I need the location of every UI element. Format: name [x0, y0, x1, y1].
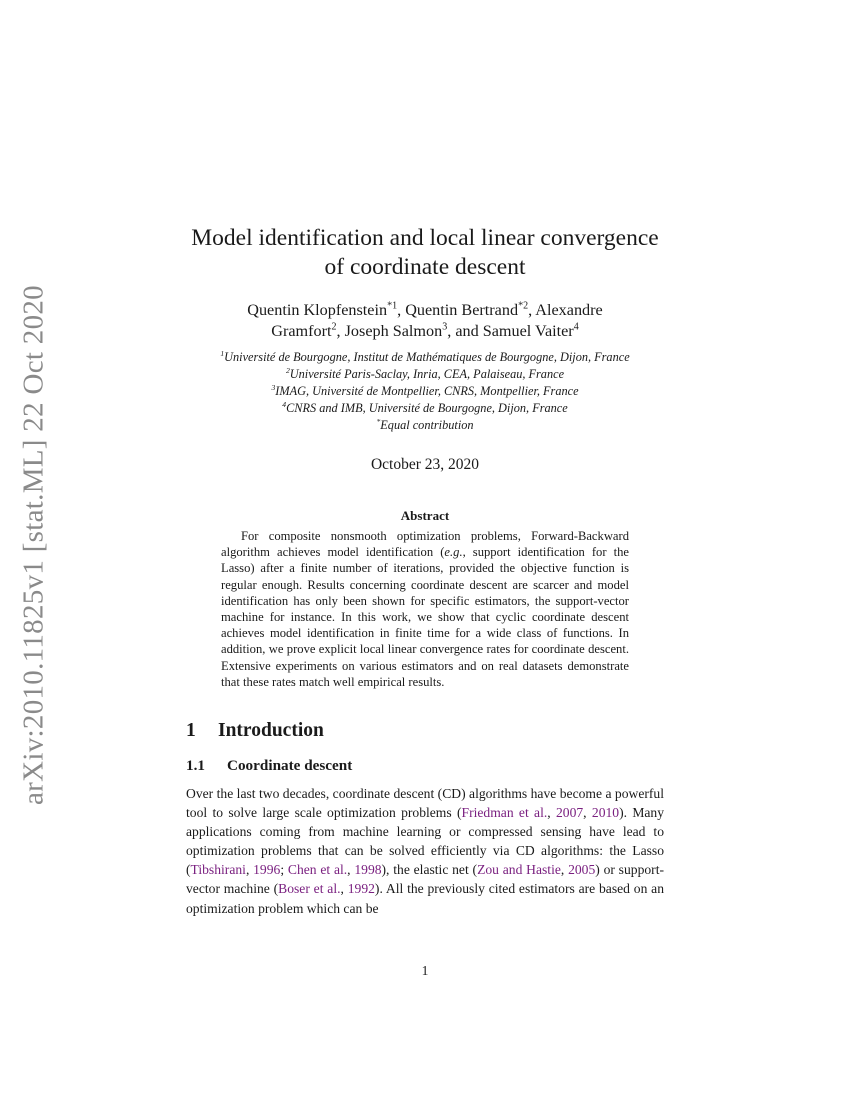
affiliation-mark: 3: [271, 382, 276, 392]
body-text: ;: [280, 862, 288, 878]
author-name: Quentin Bertrand: [405, 301, 519, 319]
body-text: ,: [560, 862, 569, 878]
author-separator: , and: [447, 322, 483, 340]
abstract-body: [221, 528, 629, 690]
paper-title: [186, 224, 664, 282]
author-mark: *1: [387, 300, 398, 312]
citation-link[interactable]: 1992: [347, 881, 375, 897]
page-number: 1: [421, 963, 429, 978]
affiliation-text: Université Paris-Saclay, Inria, CEA, Palaiseau, France: [289, 367, 565, 381]
body-text: ). All the previously cited estimators are based on an optimization problem which can be: [186, 881, 665, 916]
body-text: ), the elastic net (: [381, 862, 478, 878]
author-name: Joseph Salmon: [344, 322, 443, 340]
intro-body: [186, 784, 664, 918]
body-text: ) or support-vector machine (: [186, 862, 664, 897]
author-list: [186, 300, 664, 342]
affiliation-list: [176, 349, 674, 434]
author-mark: 4: [573, 321, 579, 333]
abstract-emphasis: e.g.: [444, 545, 463, 560]
affiliation-item: [176, 417, 674, 434]
citation-link[interactable]: 2010: [591, 805, 620, 821]
affiliation-text: Equal contribution: [380, 418, 474, 432]
title-line-2: of coordinate descent: [324, 254, 526, 280]
arxiv-identifier: arXiv:2010.11825v1 [stat.ML] 22 Oct 2020: [17, 285, 50, 805]
body-text: ,: [245, 862, 254, 878]
section-number: 1: [186, 720, 196, 741]
citation-link[interactable]: Tibshirani: [190, 862, 246, 878]
author-name: Quentin Klopfenstein: [247, 301, 388, 319]
affiliation-mark: 1: [220, 348, 225, 358]
citation-link[interactable]: Zou and Hastie: [477, 862, 561, 878]
author-mark: 2: [331, 321, 337, 333]
body-text: ,: [347, 862, 355, 878]
affiliation-text: CNRS and IMB, Université de Bourgogne, Dijon, France: [286, 401, 568, 415]
citation-link[interactable]: Friedman et al.: [461, 805, 548, 821]
body-text: ,: [340, 881, 348, 897]
citation-link[interactable]: Chen et al.: [287, 862, 348, 878]
abstract-text: , support identification for the Lasso) after a finite number of iterations, provided the objective function is regular enough. Results concerning coordinate descent are scarcer and model identification has only been shown for specific estimators, the support-vector machine for instance. In this work, we show that cyclic coordinate descent achieves model identification in finite time for a wide class of functions. In addition, we prove explicit local linear convergence rates for coordinate descent. Extensive experiments on various estimators and on real datasets demonstrate that these rates match well empirical results.: [221, 545, 629, 689]
subsection-title: Coordinate descent: [227, 757, 353, 774]
affiliation-mark: *: [376, 416, 381, 426]
citation-link[interactable]: 2005: [568, 862, 596, 878]
affiliation-item: [176, 366, 674, 383]
author-mark: *2: [518, 300, 529, 312]
affiliation-item: [176, 383, 674, 400]
section-heading: [186, 720, 324, 742]
body-text: ). Many applications coming from machine learning or compressed sensing have lead to optimization problems that can be solved efficiently via CD algorithms: the Lasso (: [186, 805, 665, 878]
section-title: Introduction: [218, 720, 324, 741]
arxiv-side-stamp: [4, 285, 64, 805]
abstract-heading: Abstract: [400, 508, 450, 523]
body-paragraph: [186, 784, 664, 918]
author-separator: ,: [397, 301, 406, 319]
abstract-text: For composite nonsmooth optimization problems, Forward-Backward algorithm achieves model identification (: [221, 529, 629, 560]
body-text: ,: [583, 805, 592, 821]
author-separator: ,: [336, 322, 345, 340]
author-name: Gramfort: [271, 322, 332, 340]
title-line-1: Model identification and local linear convergence: [191, 225, 659, 251]
subsection-heading: [186, 757, 352, 775]
author-separator: , Alexandre: [528, 301, 603, 319]
affiliation-text: Université de Bourgogne, Institut de Mathématiques de Bourgogne, Dijon, France: [224, 350, 630, 364]
body-text: Over the last two decades, coordinate descent (CD) algorithms have become a powerful tool to solve large scale optimization problems (: [186, 786, 664, 821]
affiliation-mark: 4: [282, 399, 287, 409]
author-mark: 3: [442, 321, 448, 333]
affiliation-item: [176, 349, 674, 366]
affiliation-mark: 2: [285, 365, 290, 375]
citation-link[interactable]: 1996: [253, 862, 281, 878]
citation-link[interactable]: 2007: [555, 805, 584, 821]
publication-date: October 23, 2020: [370, 456, 480, 473]
citation-link[interactable]: Boser et al.: [278, 881, 341, 897]
affiliation-item: [176, 400, 674, 417]
body-text: ,: [547, 805, 556, 821]
abstract-paragraph: [221, 528, 629, 690]
author-name: Samuel Vaiter: [482, 322, 574, 340]
citation-link[interactable]: 1998: [354, 862, 382, 878]
affiliation-text: IMAG, Université de Montpellier, CNRS, Montpellier, France: [275, 384, 579, 398]
subsection-number: 1.1: [186, 757, 205, 774]
